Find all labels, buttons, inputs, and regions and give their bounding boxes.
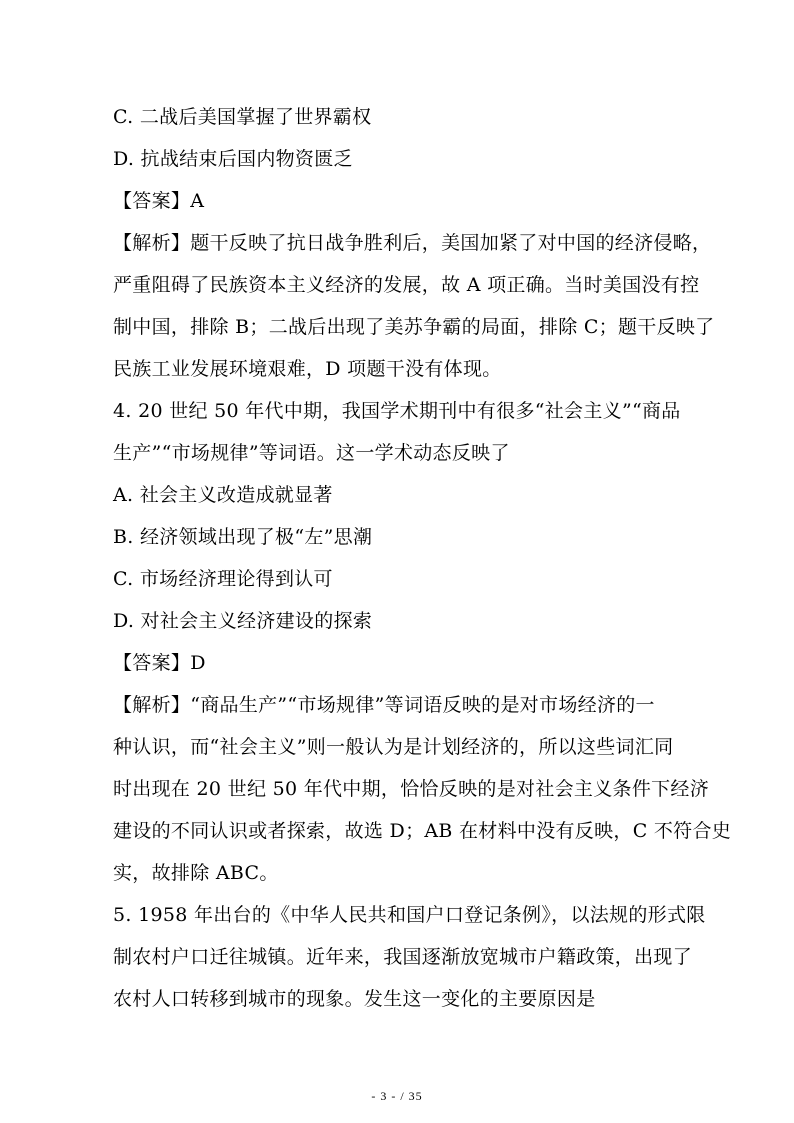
- q3-analysis-line-3: 制中国，排除 B；二战后出现了美苏争霸的局面，排除 C；题干反映了: [113, 316, 715, 338]
- q4-option-c: C. 市场经济理论得到认可: [113, 568, 333, 590]
- q5-stem-line-3: 农村人口转移到城市的现象。发生这一变化的主要原因是: [113, 988, 596, 1010]
- q3-answer: 【答案】A: [113, 190, 205, 212]
- q4-option-a: A. 社会主义改造成就显著: [113, 484, 333, 506]
- q5-stem-line-2: 制农村户口迁往城镇。近年来，我国逐渐放宽城市户籍政策，出现了: [113, 946, 693, 968]
- q4-option-b: B. 经济领域出现了极“左”思潮: [113, 526, 373, 548]
- q4-analysis-line-2: 种认识，而“社会主义”则一般认为是计划经济的，所以这些词汇同: [113, 736, 674, 758]
- q4-stem-line-1: 4. 20 世纪 50 年代中期，我国学术期刊中有很多“社会主义”“商品: [113, 400, 681, 422]
- q4-analysis-line-3: 时出现在 20 世纪 50 年代中期，恰恰反映的是对社会主义条件下经济: [113, 778, 710, 800]
- q3-analysis-line-2: 严重阻碍了民族资本主义经济的发展，故 A 项正确。当时美国没有控: [113, 274, 700, 296]
- q5-stem-line-1: 5. 1958 年出台的《中华人民共和国户口登记条例》，以法规的形式限: [113, 904, 706, 926]
- q3-analysis-line-1: 【解析】题干反映了抗日战争胜利后，美国加紧了对中国的经济侵略，: [113, 232, 712, 254]
- q4-answer: 【答案】D: [113, 652, 206, 674]
- q4-option-d: D. 对社会主义经济建设的探索: [113, 610, 373, 632]
- q4-analysis-line-5: 实，故排除 ABC。: [113, 862, 279, 884]
- q3-analysis-line-4: 民族工业发展环境艰难，D 项题干没有体现。: [113, 358, 502, 380]
- q4-stem-line-2: 生产”“市场规律”等词语。这一学术动态反映了: [113, 442, 510, 464]
- q3-option-d: D. 抗战结束后国内物资匮乏: [113, 148, 353, 170]
- q4-analysis-line-4: 建设的不同认识或者探索，故选 D；AB 在材料中没有反映，C 不符合史: [113, 820, 732, 842]
- q4-analysis-line-1: 【解析】“商品生产”“市场规律”等词语反映的是对市场经济的一: [113, 694, 655, 716]
- q3-option-c: C. 二战后美国掌握了世界霸权: [113, 106, 372, 128]
- page-number: - 3 - / 35: [371, 1089, 423, 1103]
